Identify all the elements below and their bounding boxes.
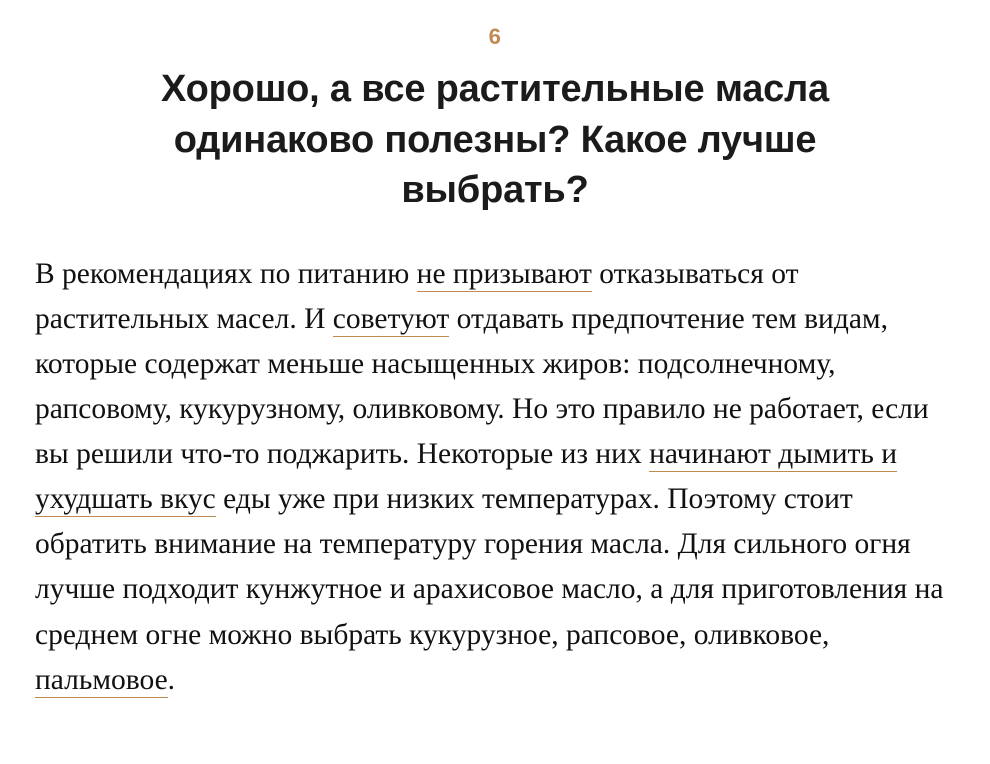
paragraph-text-segment-2: отказываться от растительных масел. И — [35, 257, 799, 335]
article-body — [30, 252, 960, 703]
inline-link-nachinayut-dymit[interactable]: начинают дымить и ухудшать вкус — [35, 438, 898, 516]
inline-link-palmovoe[interactable]: пальмовое — [35, 663, 168, 696]
section-number: 6 — [488, 24, 502, 49]
page-title: Хорошо, а все растительные масла одинаково полезны? Какое лучше выбрать? — [161, 68, 829, 212]
article-paragraph — [35, 252, 948, 703]
paragraph-text-segment-1: В рекомендациях по питанию — [35, 257, 417, 290]
inline-link-ne-prizyvayut[interactable]: не призывают — [416, 257, 592, 290]
paragraph-text-segment-4: еды уже при низких температурах. Поэтому стоит обратить внимание на температуру горения масла. Для сильного огня лучше подходит кунжутное и арахисовое масло, а для приготовления на среднем огне можно выбрать кукурузное, рапсовое, оливковое, — [35, 483, 944, 651]
inline-link-sovetuyut[interactable]: советуют — [332, 302, 450, 335]
paragraph-text-segment-5: . — [167, 663, 176, 696]
paragraph-text-segment-3: отдавать предпочтение тем видам, которые содержат меньше насыщенных жиров: подсолнечному, рапсовому, кукурузному, оливковому. Но это правило не работает, если вы решили что-то поджарить. Некоторые из них — [35, 302, 929, 471]
